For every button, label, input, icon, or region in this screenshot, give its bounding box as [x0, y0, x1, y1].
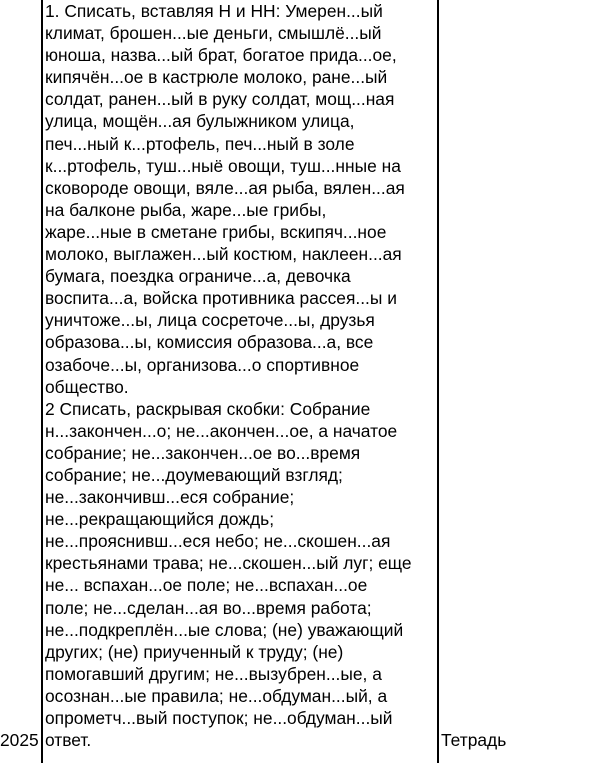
year-cell: 2025 — [0, 730, 39, 750]
column-divider-right — [437, 0, 439, 763]
text-line: помогавший другим; не...вызубрен...ые, а — [45, 663, 382, 684]
text-line: печ...ный к...ртофель, печ...ный в золе — [45, 133, 355, 154]
text-line: на балконе рыба, жаре...ые грибы, — [45, 199, 327, 220]
text-line: собрание; не...доумевающий взгляд; — [45, 464, 343, 485]
text-line: воспита...а, войска противника рассея...ы и — [45, 288, 397, 309]
text-line: не...подкреплён...ые слова; (не) уважающий — [45, 619, 404, 640]
text-line: собрание; не...закончен...ое во...время — [45, 442, 361, 463]
type-cell: Тетрадь — [441, 730, 507, 750]
text-line: жаре...ные в сметане грибы, вскипяч...ное — [45, 221, 387, 242]
text-line: не... вспахан...ое поле; не...вспахан...ое — [45, 575, 368, 596]
text-line: ответ. — [45, 730, 92, 751]
text-line: не...закончивш...еся собрание; — [45, 487, 295, 508]
text-line: к...ртофель, туш...ныё овощи, туш...нные на — [45, 155, 401, 176]
text-line: сковороде овощи, вяле...ая рыба, вялен...ая — [45, 177, 405, 198]
text-line: н...закончен...о; не...акончен...ое, а начатое — [45, 420, 398, 441]
text-line: осознан...ые правила; не...обдуман...ый, а — [45, 685, 388, 706]
text-line: поле; не...сделан...ая во...время работа; — [45, 597, 372, 618]
text-line: 1. Списать, вставляя Н и НН: Умерен...ый — [45, 1, 383, 21]
text-line: улица, мощён...ая булыжником улица, — [45, 111, 355, 132]
text-line: солдат, ранен...ый в руку солдат, мощ...ная — [45, 89, 395, 110]
text-line: юноша, назва...ый брат, богатое прида...ое, — [45, 45, 397, 66]
text-line: не...рекращающийся дождь; — [45, 509, 275, 530]
text-line: образова...ы, комиссия образова...а, все — [45, 332, 374, 353]
text-line: 2 Списать, раскрывая скобки: Собрание — [45, 398, 371, 419]
text-line: других; (не) приученный к труду; (не) — [45, 641, 344, 662]
assignment-text — [45, 0, 437, 751]
text-line: бумага, поездка ограниче...а, девочка — [45, 266, 351, 287]
text-line: кипячён...ое в кастрюле молоко, ране...ый — [45, 67, 388, 88]
text-line: климат, брошен...ые деньги, смышлё...ый — [45, 23, 382, 44]
text-line: общество. — [45, 376, 129, 397]
text-line: не...прояснивш...еся небо; не...скошен...ая — [45, 531, 391, 552]
text-line: уничтоже...ы, лица сосреточе...ы, друзья — [45, 310, 375, 331]
text-line: озабоче...ы, организова...о спортивное — [45, 354, 360, 375]
text-line: молоко, выглажен...ый костюм, наклеен...ая — [45, 244, 402, 265]
text-line: крестьянами трава; не...скошен...ый луг; еще — [45, 553, 412, 574]
column-divider-left — [41, 0, 43, 763]
text-line: опрометч...вый поступок; не...обдуман...ый — [45, 708, 393, 728]
